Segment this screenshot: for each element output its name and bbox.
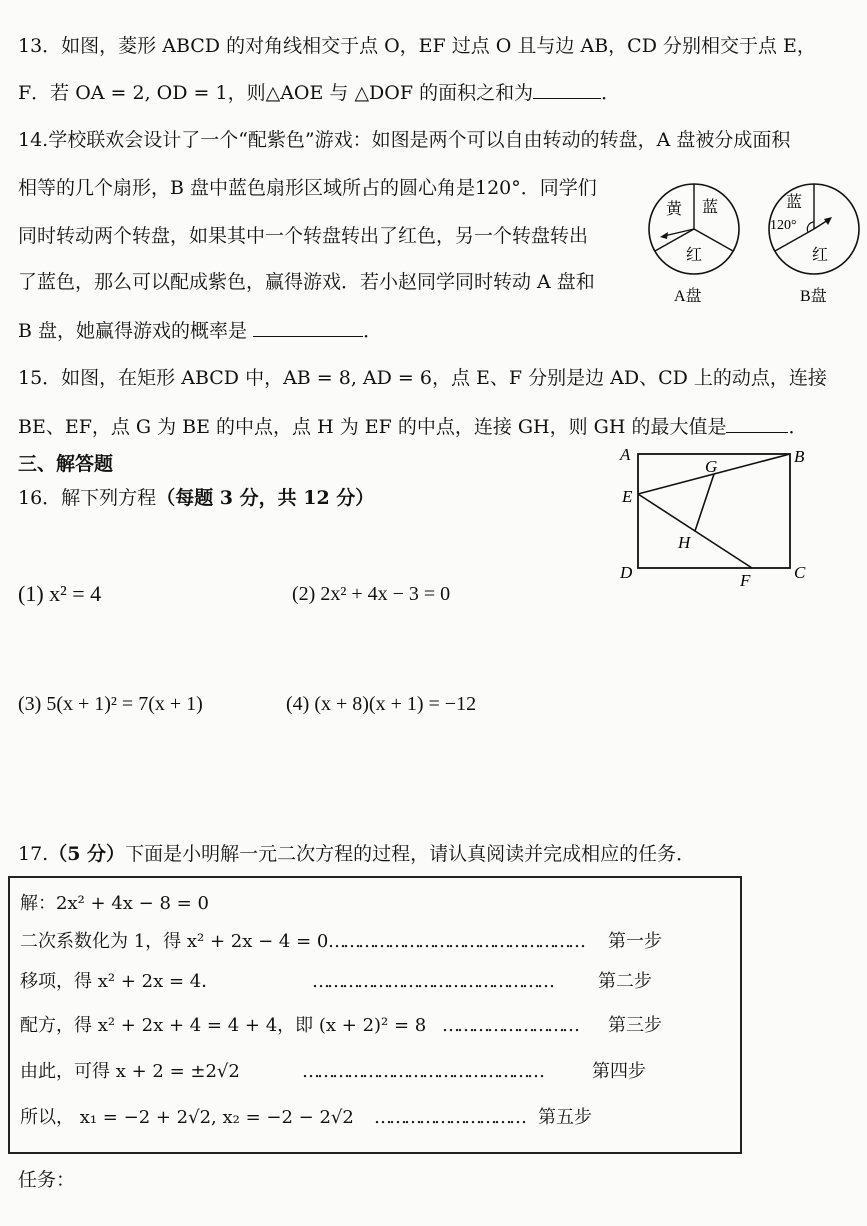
spinner-a-blue-label: 蓝 <box>702 199 719 216</box>
spinner-a-red-label: 红 <box>686 247 703 264</box>
q13-line2-end: ． <box>601 82 621 104</box>
label-d: D <box>620 563 633 582</box>
answer-blank-14 <box>253 318 363 337</box>
q15-line2 <box>18 414 807 439</box>
rectangle-figure <box>612 442 812 590</box>
spinner-b-caption: B盘 <box>800 288 827 305</box>
q16-eq2: (2) 2x² + 4x − 3 = 0 <box>292 583 451 605</box>
solution-step-4: 由此，可得 x + 2 = ±2√2 <box>20 1061 240 1082</box>
q14-line2: 相等的几个扇形，B 盘中蓝色扇形区域所占的圆心角是120°．同学们 <box>18 177 597 199</box>
q17-title-bold: （5 分） <box>48 843 126 865</box>
q14-line5-text: B 盘，她赢得游戏的概率是 <box>18 320 248 342</box>
spinner-a-yellow-label: 黄 <box>666 201 683 218</box>
q14-line5 <box>18 318 382 343</box>
q16-title-bold: （每题 3 分，共 12 分） <box>156 487 375 509</box>
q14-line5-end: ． <box>363 320 383 342</box>
q14-line3: 同时转动两个转盘，如果其中一个转盘转出了红色，另一个转盘转出 <box>18 225 589 247</box>
solution-step-2-label: 第二步 <box>598 971 652 992</box>
spinner-b-angle-label: 120° <box>770 218 797 233</box>
q15-line2-text: BE、EF，点 G 为 BE 的中点，点 H 为 EF 的中点，连接 GH，则 GH 的最大值是 <box>18 416 727 438</box>
solution-step-2-dots: ………………………………………… <box>312 971 552 992</box>
q17-title <box>18 842 695 866</box>
q13-line1: 13．如图，菱形 ABCD 的对角线相交于点 O，EF 过点 O 且与边 AB，CD 分别相交于点 E， <box>18 35 816 57</box>
solution-step-3: 配方，得 x² + 2x + 4 = 4 + 4，即 (x + 2)² = 8 <box>20 1015 427 1036</box>
label-g: G <box>705 457 718 476</box>
answer-blank-15 <box>726 414 788 433</box>
solution-step-3-label: 第三步 <box>608 1015 662 1036</box>
solution-step-5: 所以， x₁ = −2 + 2√2, x₂ = −2 − 2√2 <box>20 1107 354 1128</box>
task-label: 任务： <box>18 1169 76 1191</box>
q16-eq3: (3) 5(x + 1)² = 7(x + 1) <box>18 693 203 715</box>
label-a: A <box>620 445 631 464</box>
section3-title: 三、解答题 <box>18 453 114 475</box>
solution-step-2: 移项，得 x² + 2x = 4． <box>20 971 220 992</box>
spinner-b-red-label: 红 <box>812 247 829 264</box>
q17-title-rest: 下面是小明解一元二次方程的过程，请认真阅读并完成相应的任务． <box>125 843 696 865</box>
q16-title-prefix: 16．解下列方程 <box>18 487 157 509</box>
spinner-b-blue-label: 蓝 <box>786 194 803 211</box>
q15-line2-end: ． <box>788 416 808 438</box>
label-b: B <box>794 447 805 466</box>
label-h: H <box>678 533 691 552</box>
solution-step-4-label: 第四步 <box>592 1061 646 1082</box>
q16-eq4: (4) (x + 8)(x + 1) = −12 <box>286 693 477 715</box>
q13-line2 <box>18 80 620 105</box>
q16-eq1: (1) x² = 4 <box>18 581 102 606</box>
spinner-a-caption: A盘 <box>674 288 702 305</box>
q14-line1: 14.学校联欢会设计了一个“配紫色”游戏：如图是两个可以自由转动的转盘，A 盘被分成面积 <box>18 129 791 151</box>
solution-step-1-label: 第一步 <box>608 931 662 952</box>
answer-blank-13 <box>533 80 601 99</box>
q17-title-prefix: 17. <box>18 843 49 865</box>
spinner-b-figure <box>762 180 867 305</box>
solution-step-4-dots: ………………………………………… <box>302 1061 542 1082</box>
q13-line2-text: F．若 OA = 2, OD = 1，则△AOE 与 △DOF 的面积之和为 <box>18 82 534 104</box>
solution-step-1: 二次系数化为 1，得 x² + 2x − 4 = 0 <box>20 931 329 952</box>
spinner-a-pointer <box>664 229 694 236</box>
label-c: C <box>794 563 806 582</box>
solution-step-5-dots: ………………………… <box>374 1107 524 1128</box>
segment-gh <box>695 474 714 531</box>
q15-line1: 15．如图，在矩形 ABCD 中，AB = 8, AD = 6，点 E、F 分别是边 AD、CD 上的动点，连接 <box>18 367 827 389</box>
label-e: E <box>622 487 633 506</box>
solution-step-3-dots: ……………………… <box>442 1015 577 1036</box>
spinner-a-figure <box>640 180 750 305</box>
q14-line4: 了蓝色，那么可以配成紫色，赢得游戏．若小赵同学同时转动 A 盘和 <box>18 271 595 293</box>
solution-step-0: 解：2x² + 4x − 8 = 0 <box>20 893 209 914</box>
label-f: F <box>740 571 751 590</box>
q16-title <box>18 486 374 510</box>
solution-step-1-dots: …………………………………………… <box>328 931 583 952</box>
solution-step-5-label: 第五步 <box>538 1107 592 1128</box>
solution-box <box>8 876 742 1154</box>
